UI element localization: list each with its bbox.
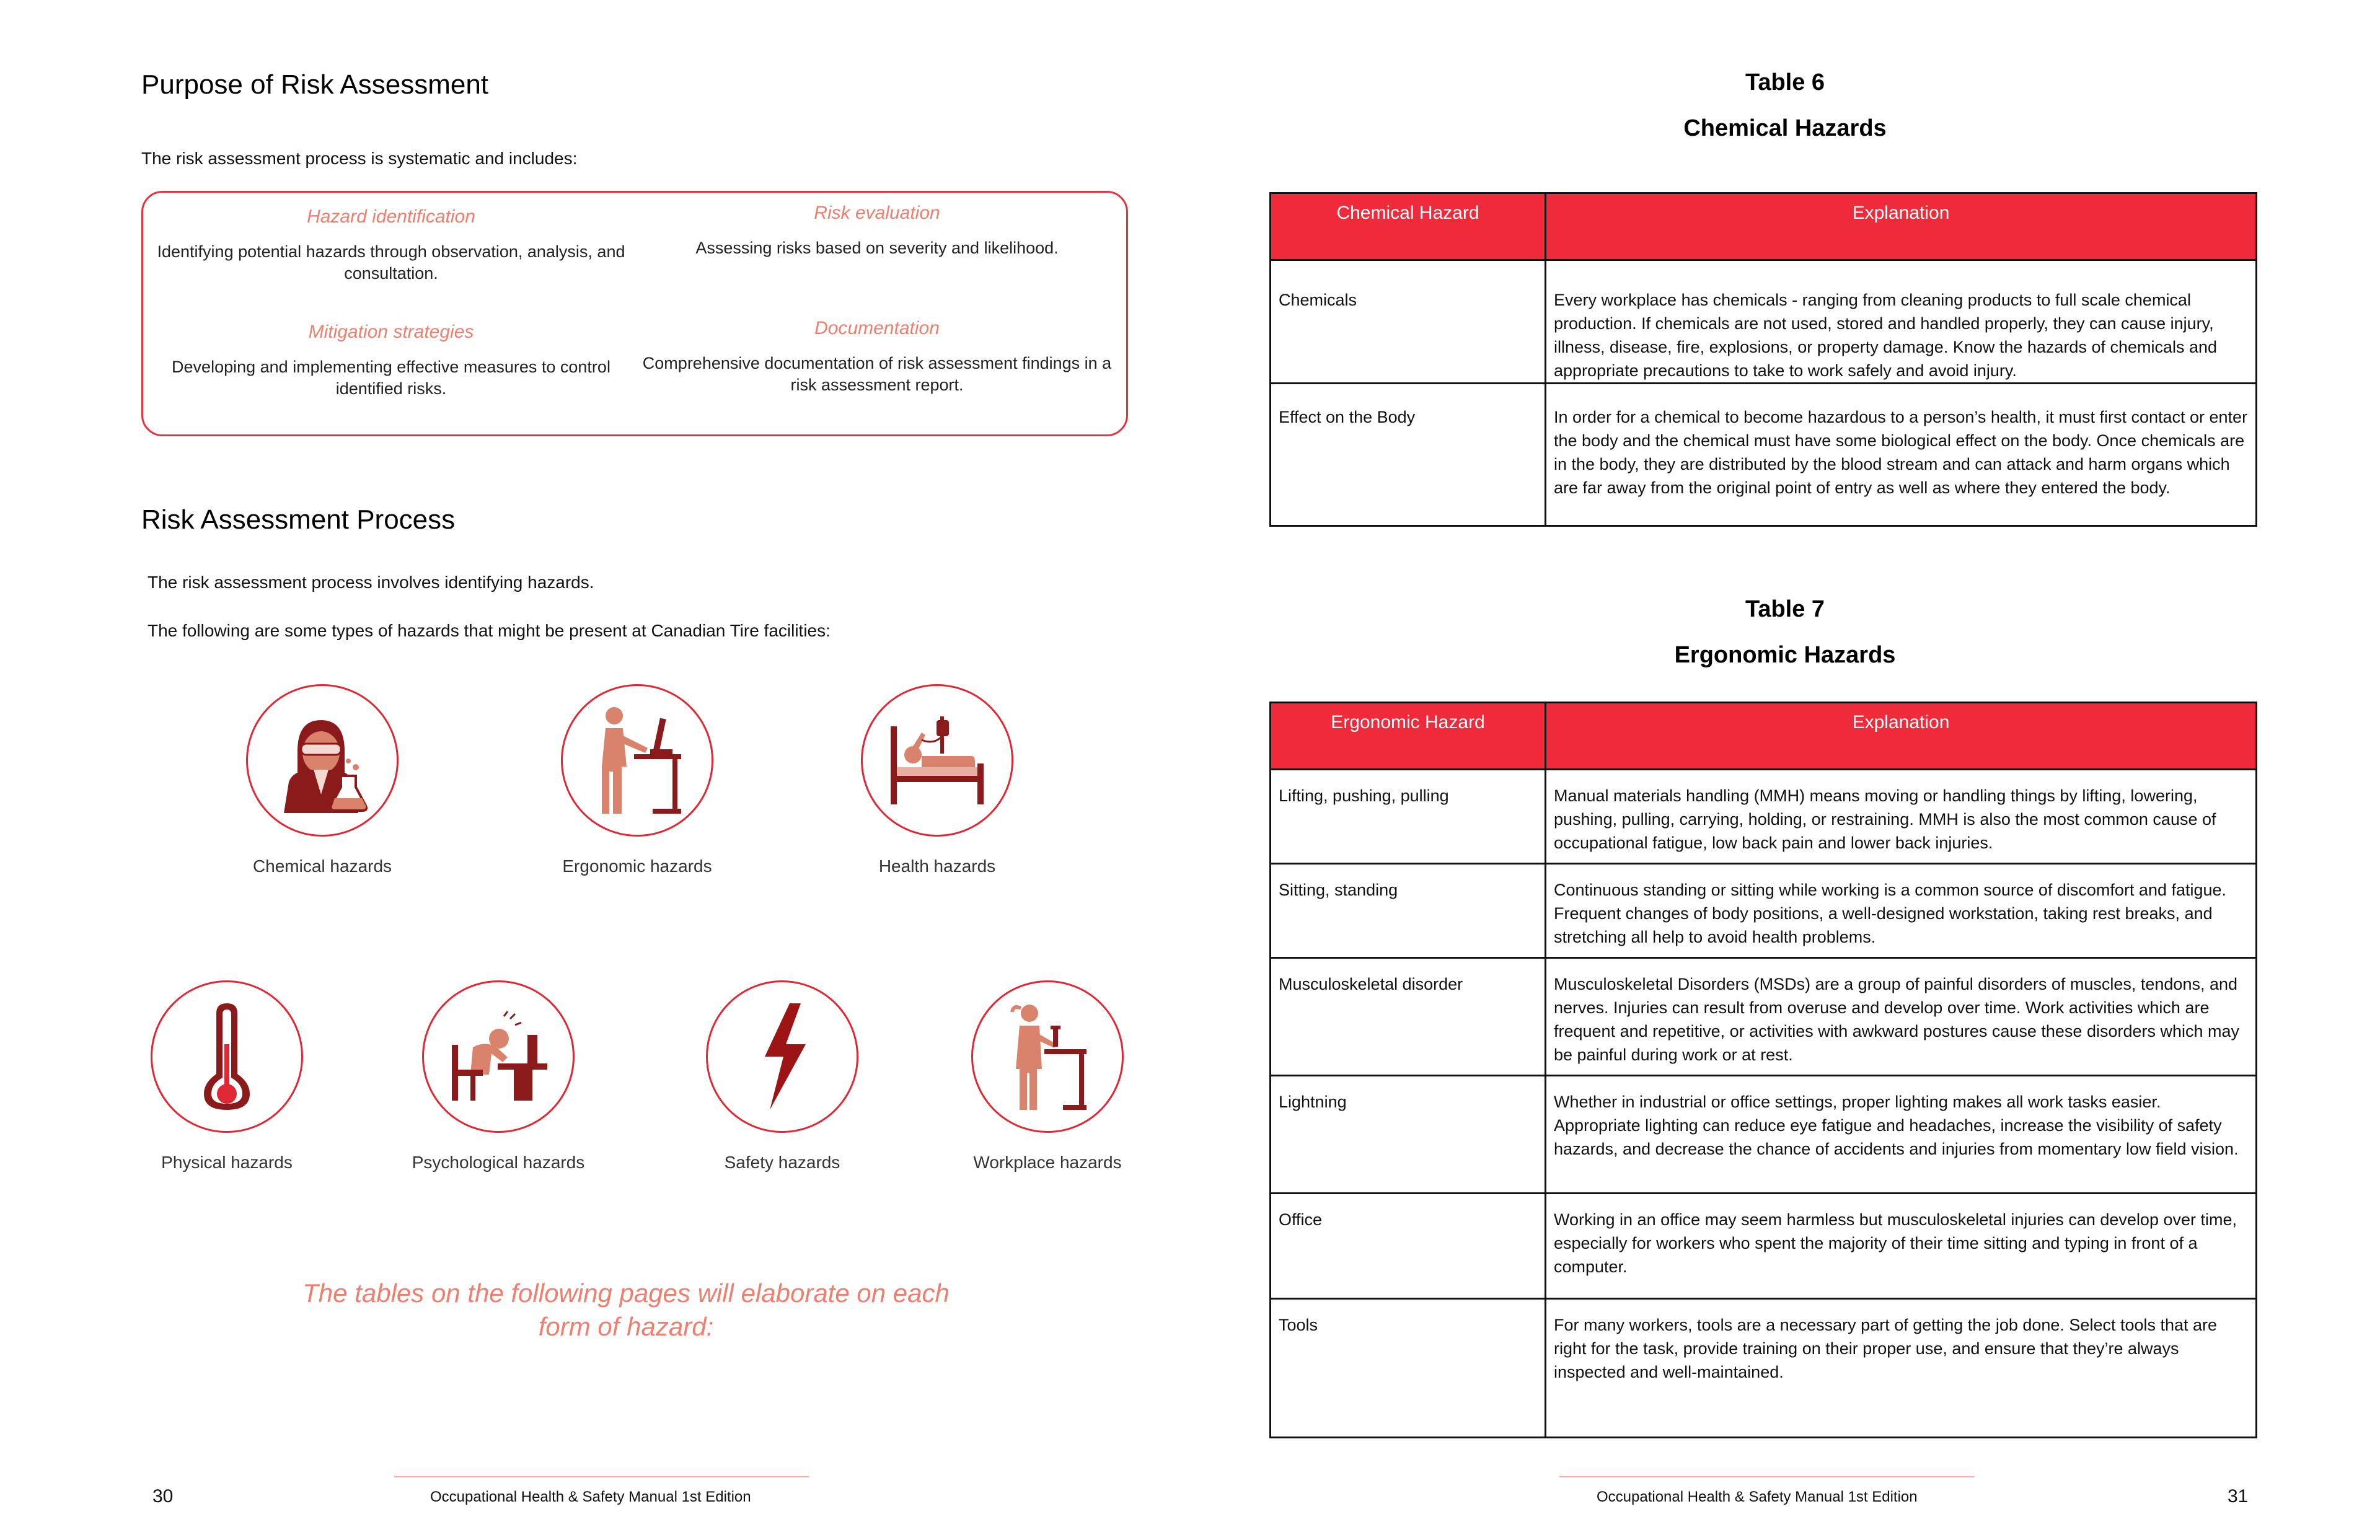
step-mitigation-strategies <box>156 322 627 400</box>
hazard-health <box>844 684 1030 876</box>
chemist-icon <box>273 708 372 813</box>
step-hazard-identification <box>156 206 627 284</box>
explanation-cell: Working in an office may seem harmless but musculoskeletal injuries can develop over time, especially for workers who spent the majority of their time sitting and typing in front of a computer. <box>1546 1194 2257 1299</box>
hazard-chemical <box>229 684 415 876</box>
icon-label: Physical hazards <box>161 1153 293 1172</box>
table7-title: Ergonomic Hazards <box>1674 642 1896 668</box>
right-page <box>1190 0 2380 1540</box>
icon-label: Chemical hazards <box>252 856 392 876</box>
explanation-cell: In order for a chemical to become hazardous to a person’s health, it must first contact or enter the body and the chemical must have some biological effect on the body. Once chemicals are in the body, they are distributed by the blood stream and can attack and harm organs which are far away from the original point of entry as well as where they entered the body. <box>1546 384 2257 526</box>
footer-divider <box>1559 1476 1975 1477</box>
hazard-ergonomic <box>544 684 730 876</box>
physical-hazard-circle <box>151 980 303 1133</box>
explanation-cell: For many workers, tools are a necessary part of getting the job done. Select tools that are right for the task, provide training on their proper use, and ensure that they’re always inspected and well-maintained. <box>1546 1299 2257 1438</box>
step-description: Assessing risks based on severity and likelihood. <box>695 239 1059 257</box>
icon-label: Health hazards <box>878 856 996 876</box>
hazard-workplace <box>954 980 1140 1173</box>
icon-label: Psychological hazards <box>412 1153 585 1172</box>
step-title: Risk evaluation <box>814 203 940 223</box>
step-description: Comprehensive documentation of risk assessment findings in a risk assessment report. <box>642 354 1112 394</box>
column-header: Explanation <box>1546 703 2257 770</box>
purpose-intro: The risk assessment process is systematic and includes: <box>141 149 578 168</box>
standing-desk-icon <box>591 705 684 816</box>
hazard-physical <box>134 980 320 1173</box>
stressed-worker-icon <box>446 1010 551 1103</box>
purpose-title: Purpose of Risk Assessment <box>141 69 489 100</box>
process-line-1: The risk assessment process involves identifying hazards. <box>148 573 594 592</box>
lab-worker-icon <box>1007 1001 1088 1112</box>
step-description: Identifying potential hazards through observation, analysis, and consultation. <box>157 242 625 283</box>
process-line-2: The following are some types of hazards that might be present at Canadian Tire facilities: <box>148 621 831 640</box>
table-row <box>1271 260 2257 384</box>
step-title: Hazard identification <box>307 206 475 227</box>
footer-title: Occupational Health & Safety Manual 1st Edition <box>1597 1489 1918 1505</box>
health-hazard-circle <box>861 684 1013 837</box>
table-row <box>1271 770 2257 864</box>
hazard-psychological <box>405 980 591 1173</box>
lightning-bolt-icon <box>751 1001 813 1112</box>
hazard-cell: Effect on the Body <box>1271 384 1546 526</box>
risk-assessment-steps-box <box>141 191 1128 436</box>
explanation-cell: Every workplace has chemicals - ranging from cleaning products to full scale chemical production. If chemicals are not used, stored and handled properly, they can cause injury, illness, disease, fire, explosions, or property damage. Know the hazards of chemicals and appropriate precautions to take to work safely and avoid injury. <box>1546 260 2257 384</box>
table-row <box>1271 958 2257 1076</box>
process-title: Risk Assessment Process <box>141 504 456 535</box>
step-title: Mitigation strategies <box>308 322 474 342</box>
step-risk-evaluation <box>641 203 1113 259</box>
page-number: 30 <box>152 1486 174 1507</box>
hospital-bed-icon <box>884 714 990 807</box>
table6-title: Chemical Hazards <box>1683 115 1887 141</box>
column-header: Explanation <box>1546 193 2257 260</box>
table-row <box>1271 1194 2257 1299</box>
hazard-cell: Chemicals <box>1271 260 1546 384</box>
step-title: Documentation <box>814 318 940 338</box>
step-documentation <box>641 318 1113 396</box>
table-header-row <box>1271 703 2257 770</box>
hazard-cell: Sitting, standing <box>1271 864 1546 958</box>
explanation-cell: Continuous standing or sitting while working is a common source of discomfort and fatigue. Frequent changes of body positions, a well-designed workstation, taking rest breaks, and stretching all help to avoid health problems. <box>1546 864 2257 958</box>
icon-label: Ergonomic hazards <box>562 856 712 876</box>
icon-label: Safety hazards <box>724 1153 840 1172</box>
table-header-row <box>1271 193 2257 260</box>
column-header: Ergonomic Hazard <box>1271 703 1546 770</box>
chemical-hazard-circle <box>246 684 399 837</box>
step-description: Developing and implementing effective measures to control identified risks. <box>172 358 610 398</box>
footer-title: Occupational Health & Safety Manual 1st Edition <box>430 1489 751 1505</box>
table-row <box>1271 1299 2257 1438</box>
page-number: 31 <box>2228 1486 2249 1507</box>
hazard-cell: Office <box>1271 1194 1546 1299</box>
hazard-cell: Lifting, pushing, pulling <box>1271 770 1546 864</box>
explanation-cell: Musculoskeletal Disorders (MSDs) are a group of painful disorders of muscles, tendons, and nerves. Injuries can result from overuse and develop over time. Work activities which are frequent and repetitive, or activities with awkward postures cause these disorders which may be painful during work or at rest. <box>1546 958 2257 1076</box>
table7-number: Table 7 <box>1745 596 1825 622</box>
hazard-cell: Lightning <box>1271 1076 1546 1194</box>
tables-note: The tables on the following pages will elaborate on each form of hazard: <box>302 1278 950 1341</box>
thermometer-icon <box>199 1001 255 1112</box>
table-row <box>1271 864 2257 958</box>
column-header: Chemical Hazard <box>1271 193 1546 260</box>
psychological-hazard-circle <box>422 980 575 1133</box>
workplace-hazard-circle <box>971 980 1124 1133</box>
table-row <box>1271 1076 2257 1194</box>
chemical-hazards-table <box>1269 192 2257 527</box>
hazard-cell: Musculoskeletal disorder <box>1271 958 1546 1076</box>
ergonomic-hazards-table <box>1269 702 2257 1438</box>
footer-divider <box>394 1476 809 1477</box>
hazard-safety <box>689 980 875 1173</box>
icon-label: Workplace hazards <box>973 1153 1122 1172</box>
safety-hazard-circle <box>706 980 858 1133</box>
table-row <box>1271 384 2257 526</box>
table6-number: Table 6 <box>1745 69 1825 95</box>
explanation-cell: Whether in industrial or office settings, proper lighting makes all work tasks easier. Appropriate lighting can reduce eye fatigue and headaches, increase the visibility of safety hazards, and decrease the chance of accidents and injuries from momentary low field vision. <box>1546 1076 2257 1194</box>
hazard-cell: Tools <box>1271 1299 1546 1438</box>
explanation-cell: Manual materials handling (MMH) means moving or handling things by lifting, lowering, pushing, pulling, carrying, holding, or restraining. MMH is also the most common cause of occupational fatigue, low back pain and lower back injuries. <box>1546 770 2257 864</box>
ergonomic-hazard-circle <box>561 684 713 837</box>
